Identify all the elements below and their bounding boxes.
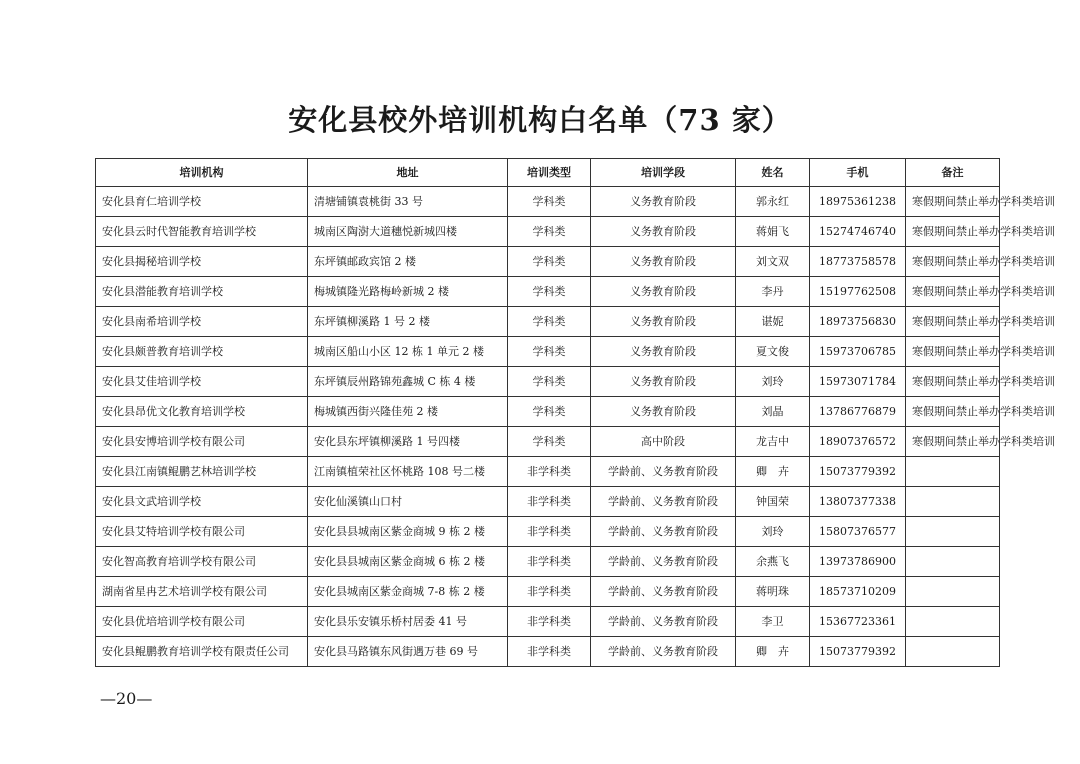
header-stage: 培训学段 <box>591 159 736 187</box>
header-name: 姓名 <box>736 159 810 187</box>
header-phone: 手机 <box>810 159 906 187</box>
cell-type: 非学科类 <box>508 637 591 667</box>
cell-address: 安化县县城南区紫金商城 9 栋 2 楼 <box>308 517 508 547</box>
cell-name: 卿 卉 <box>736 637 810 667</box>
institution-table <box>95 158 1055 667</box>
cell-phone: 18973756830 <box>810 307 906 337</box>
cell-stage: 义务教育阶段 <box>591 187 736 217</box>
cell-institution: 安化县南希培训学校 <box>96 307 308 337</box>
cell-type: 学科类 <box>508 277 591 307</box>
cell-institution: 安化县云时代智能教育培训学校 <box>96 217 308 247</box>
table-row <box>96 187 1000 217</box>
cell-stage: 义务教育阶段 <box>591 367 736 397</box>
cell-remark <box>906 517 1000 547</box>
cell-type: 学科类 <box>508 337 591 367</box>
table-row <box>96 517 1000 547</box>
cell-institution: 安化智高教育培训学校有限公司 <box>96 547 308 577</box>
cell-stage: 学龄前、义务教育阶段 <box>591 637 736 667</box>
cell-remark: 寒假期间禁止举办学科类培训 <box>906 187 1000 217</box>
cell-type: 非学科类 <box>508 547 591 577</box>
cell-name: 刘文双 <box>736 247 810 277</box>
cell-type: 非学科类 <box>508 577 591 607</box>
cell-stage: 义务教育阶段 <box>591 277 736 307</box>
cell-phone: 15197762508 <box>810 277 906 307</box>
cell-remark: 寒假期间禁止举办学科类培训 <box>906 427 1000 457</box>
table-row <box>96 277 1000 307</box>
table-row <box>96 247 1000 277</box>
cell-stage: 义务教育阶段 <box>591 217 736 247</box>
cell-address: 安化县县城南区紫金商城 6 栋 2 楼 <box>308 547 508 577</box>
cell-type: 学科类 <box>508 427 591 457</box>
cell-name: 蒋娟飞 <box>736 217 810 247</box>
cell-address: 梅城镇西街兴隆佳苑 2 楼 <box>308 397 508 427</box>
cell-name: 夏文俊 <box>736 337 810 367</box>
cell-address: 城南区船山小区 12 栋 1 单元 2 楼 <box>308 337 508 367</box>
cell-remark: 寒假期间禁止举办学科类培训 <box>906 337 1000 367</box>
table-row <box>96 367 1000 397</box>
cell-phone: 18573710209 <box>810 577 906 607</box>
page-title: 安化县校外培训机构白名单（73 家） <box>288 103 792 137</box>
cell-institution: 安化县安博培训学校有限公司 <box>96 427 308 457</box>
cell-name: 龙吉中 <box>736 427 810 457</box>
header-institution: 培训机构 <box>96 159 308 187</box>
cell-name: 刘晶 <box>736 397 810 427</box>
cell-phone: 18907376572 <box>810 427 906 457</box>
table-row <box>96 307 1000 337</box>
cell-phone: 18773758578 <box>810 247 906 277</box>
cell-stage: 高中阶段 <box>591 427 736 457</box>
cell-remark: 寒假期间禁止举办学科类培训 <box>906 307 1000 337</box>
table-header-row <box>96 159 1000 187</box>
table-body <box>96 187 1055 667</box>
cell-stage: 学龄前、义务教育阶段 <box>591 487 736 517</box>
cell-name: 刘玲 <box>736 517 810 547</box>
cell-name: 钟国荣 <box>736 487 810 517</box>
cell-name: 蒋明珠 <box>736 577 810 607</box>
cell-name: 刘玲 <box>736 367 810 397</box>
cell-phone: 15807376577 <box>810 517 906 547</box>
table-row <box>96 547 1000 577</box>
cell-address: 安化县乐安镇乐桥村居委 41 号 <box>308 607 508 637</box>
cell-name: 余燕飞 <box>736 547 810 577</box>
page-number: —20— <box>100 689 153 708</box>
cell-address: 安化县东坪镇柳溪路 1 号四楼 <box>308 427 508 457</box>
cell-institution: 安化县育仁培训学校 <box>96 187 308 217</box>
cell-name: 李丹 <box>736 277 810 307</box>
cell-stage: 义务教育阶段 <box>591 397 736 427</box>
cell-institution: 安化县艾特培训学校有限公司 <box>96 517 308 547</box>
cell-type: 学科类 <box>508 367 591 397</box>
cell-address: 城南区陶澍大道穗悦新城四楼 <box>308 217 508 247</box>
cell-institution: 湖南省星冉艺术培训学校有限公司 <box>96 577 308 607</box>
table-row <box>96 577 1000 607</box>
table-row <box>96 637 1000 667</box>
cell-remark <box>906 607 1000 637</box>
cell-stage: 义务教育阶段 <box>591 337 736 367</box>
cell-type: 非学科类 <box>508 517 591 547</box>
cell-name: 谌妮 <box>736 307 810 337</box>
cell-institution: 安化县江南镇鲲鹏艺林培训学校 <box>96 457 308 487</box>
cell-institution: 安化县文武培训学校 <box>96 487 308 517</box>
table-row <box>96 607 1000 637</box>
cell-phone: 15367723361 <box>810 607 906 637</box>
cell-remark: 寒假期间禁止举办学科类培训 <box>906 277 1000 307</box>
cell-phone: 15274746740 <box>810 217 906 247</box>
cell-institution: 安化县昂优文化教育培训学校 <box>96 397 308 427</box>
table-row <box>96 337 1000 367</box>
cell-institution: 安化县鲲鹏教育培训学校有限责任公司 <box>96 637 308 667</box>
cell-type: 非学科类 <box>508 487 591 517</box>
cell-address: 安化县城南区紫金商城 7-8 栋 2 楼 <box>308 577 508 607</box>
cell-remark: 寒假期间禁止举办学科类培训 <box>906 217 1000 247</box>
cell-stage: 义务教育阶段 <box>591 307 736 337</box>
table-row <box>96 217 1000 247</box>
cell-phone: 13786776879 <box>810 397 906 427</box>
cell-stage: 学龄前、义务教育阶段 <box>591 547 736 577</box>
cell-address: 东坪镇柳溪路 1 号 2 楼 <box>308 307 508 337</box>
cell-remark: 寒假期间禁止举办学科类培训 <box>906 397 1000 427</box>
cell-phone: 15073779392 <box>810 637 906 667</box>
cell-remark <box>906 487 1000 517</box>
cell-remark <box>906 457 1000 487</box>
table-row <box>96 427 1000 457</box>
cell-remark <box>906 577 1000 607</box>
cell-phone: 13807377338 <box>810 487 906 517</box>
cell-type: 学科类 <box>508 247 591 277</box>
cell-stage: 学龄前、义务教育阶段 <box>591 457 736 487</box>
cell-institution: 安化县艾佳培训学校 <box>96 367 308 397</box>
cell-type: 学科类 <box>508 187 591 217</box>
cell-stage: 义务教育阶段 <box>591 247 736 277</box>
cell-type: 学科类 <box>508 307 591 337</box>
cell-address: 东坪镇邮政宾馆 2 楼 <box>308 247 508 277</box>
cell-type: 学科类 <box>508 217 591 247</box>
cell-stage: 学龄前、义务教育阶段 <box>591 517 736 547</box>
cell-name: 卿 卉 <box>736 457 810 487</box>
cell-institution: 安化县潜能教育培训学校 <box>96 277 308 307</box>
cell-name: 郭永红 <box>736 187 810 217</box>
cell-address: 东坪镇辰州路锦苑鑫城 C 栋 4 楼 <box>308 367 508 397</box>
cell-phone: 15073779392 <box>810 457 906 487</box>
cell-stage: 学龄前、义务教育阶段 <box>591 607 736 637</box>
cell-type: 非学科类 <box>508 607 591 637</box>
cell-address: 安化仙溪镇山口村 <box>308 487 508 517</box>
cell-remark <box>906 637 1000 667</box>
cell-address: 梅城镇隆光路梅岭新城 2 楼 <box>308 277 508 307</box>
cell-phone: 15973071784 <box>810 367 906 397</box>
cell-institution: 安化县颇普教育培训学校 <box>96 337 308 367</box>
cell-remark <box>906 547 1000 577</box>
cell-remark: 寒假期间禁止举办学科类培训 <box>906 247 1000 277</box>
cell-type: 学科类 <box>508 397 591 427</box>
cell-phone: 13973786900 <box>810 547 906 577</box>
cell-stage: 学龄前、义务教育阶段 <box>591 577 736 607</box>
cell-phone: 18975361238 <box>810 187 906 217</box>
cell-name: 李卫 <box>736 607 810 637</box>
table-row <box>96 397 1000 427</box>
table-row <box>96 487 1000 517</box>
header-address: 地址 <box>308 159 508 187</box>
cell-institution: 安化县优培培训学校有限公司 <box>96 607 308 637</box>
table-row <box>96 457 1000 487</box>
cell-address: 江南镇植荣社区怀桃路 108 号二楼 <box>308 457 508 487</box>
header-type: 培训类型 <box>508 159 591 187</box>
cell-address: 清塘铺镇袁桃街 33 号 <box>308 187 508 217</box>
cell-remark: 寒假期间禁止举办学科类培训 <box>906 367 1000 397</box>
header-remark: 备注 <box>906 159 1000 187</box>
cell-address: 安化县马路镇东风街遇万巷 69 号 <box>308 637 508 667</box>
cell-type: 非学科类 <box>508 457 591 487</box>
cell-phone: 15973706785 <box>810 337 906 367</box>
cell-institution: 安化县揭秘培训学校 <box>96 247 308 277</box>
